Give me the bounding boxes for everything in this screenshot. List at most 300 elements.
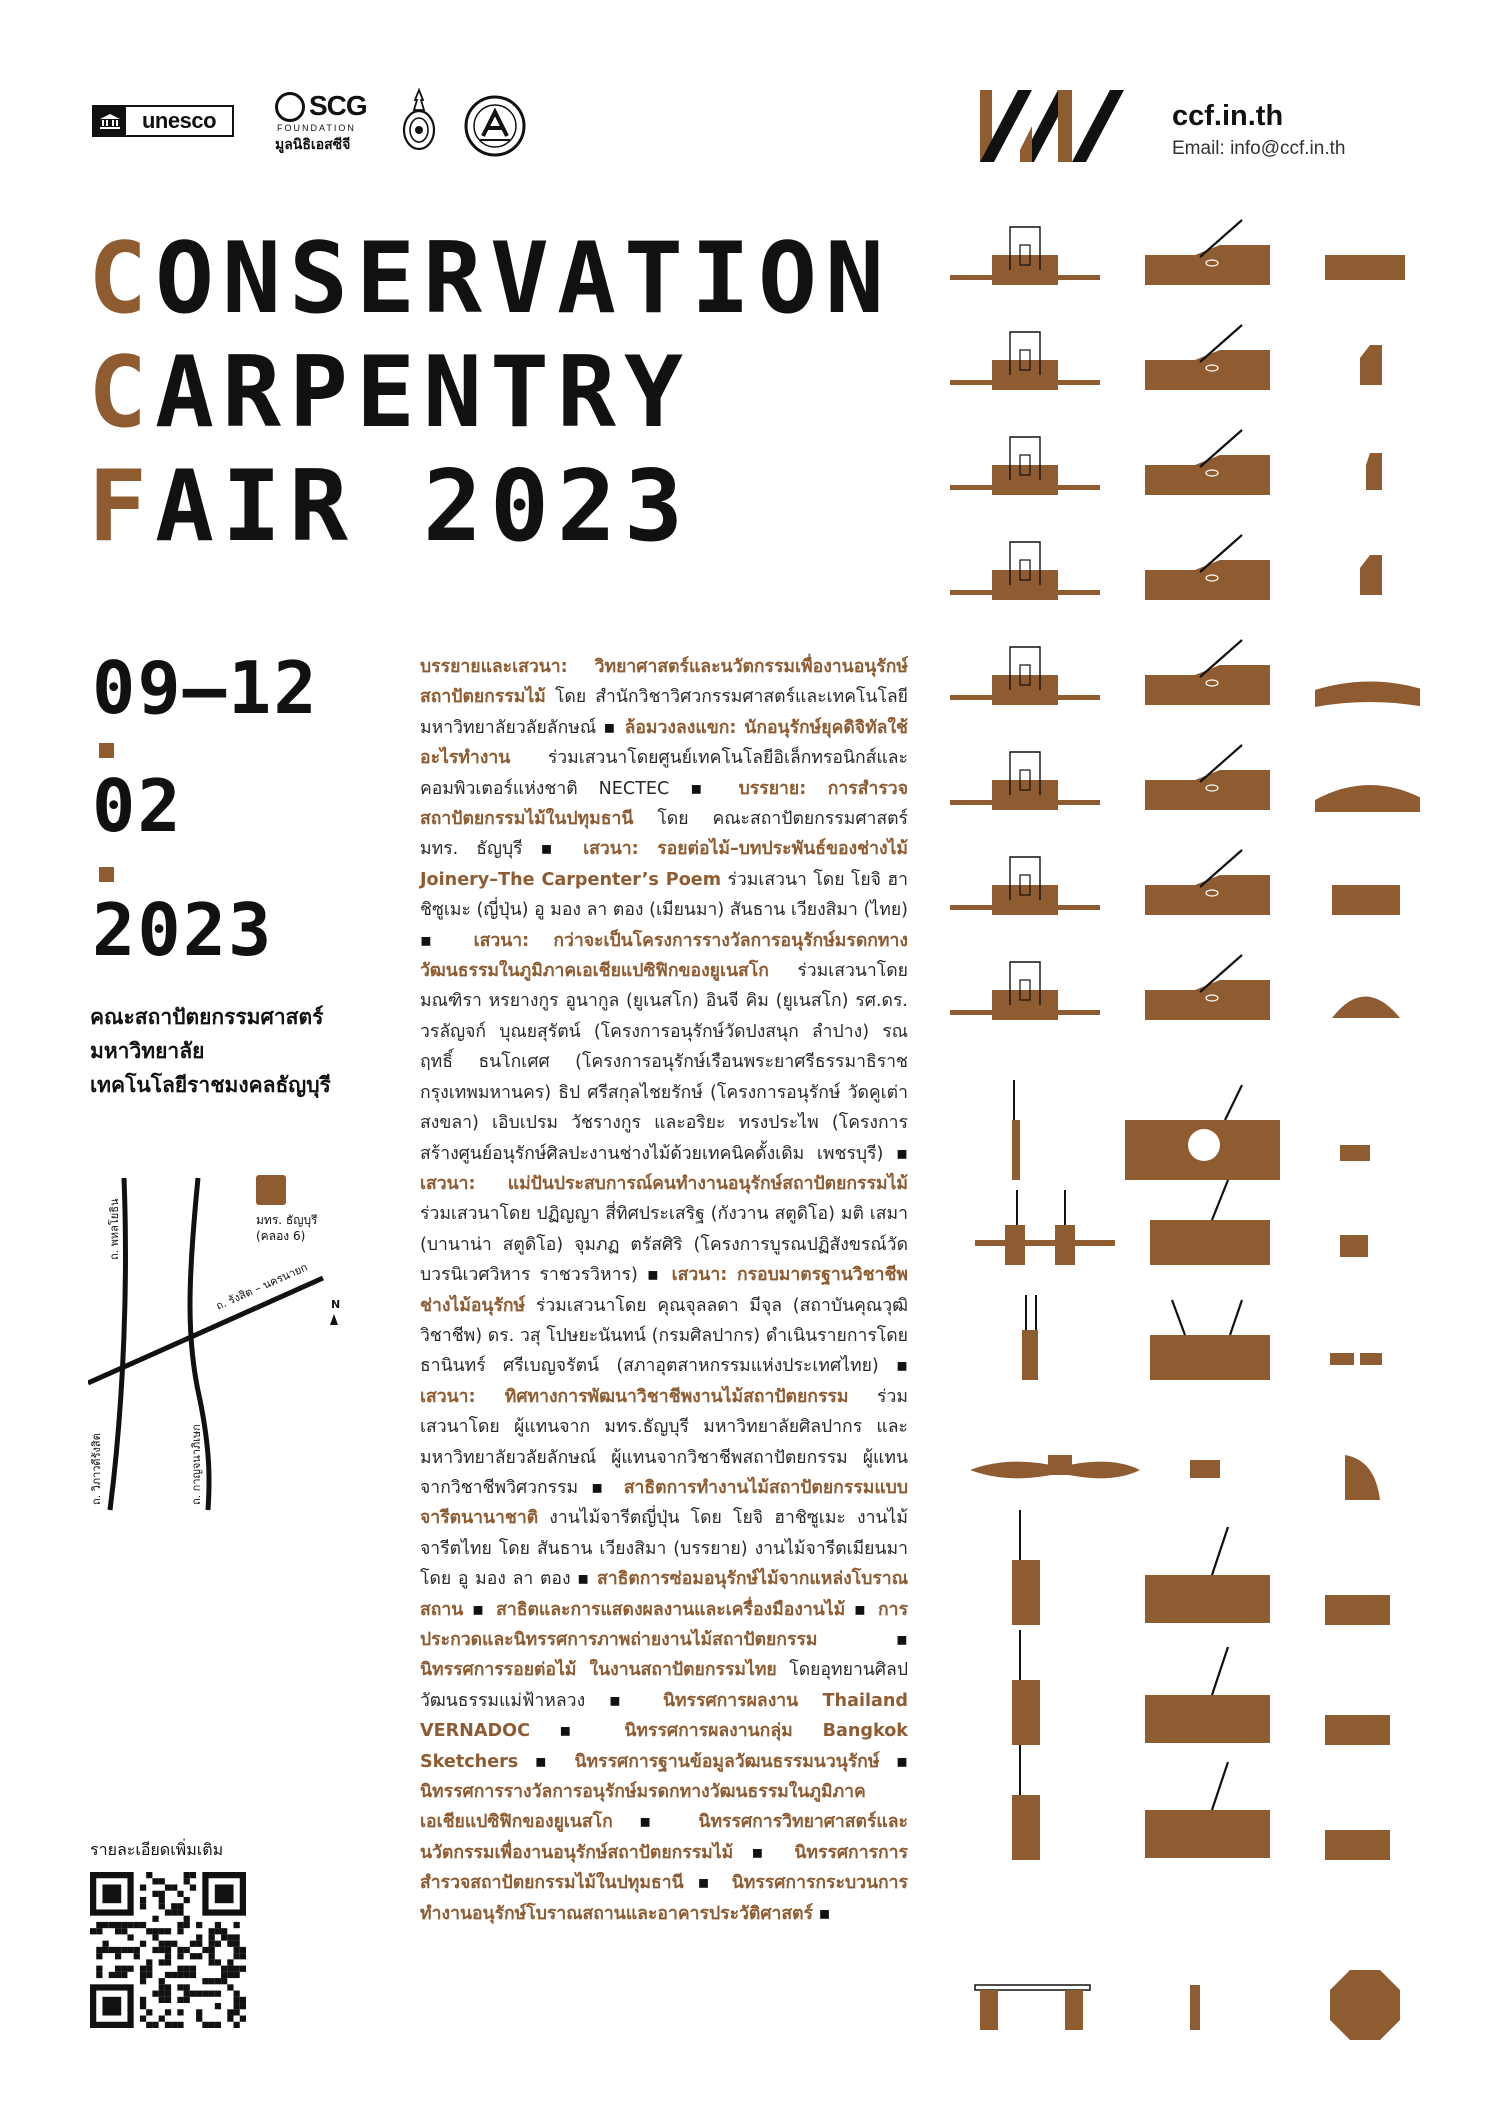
qr-module <box>140 2003 146 2009</box>
road-label-phahon: ถ. พหลโยธิน <box>108 1198 121 1260</box>
qr-module <box>234 1941 240 1947</box>
chisel-tool <box>1212 1527 1228 1575</box>
qr-module <box>102 1947 108 1953</box>
small-piece <box>1360 1353 1382 1365</box>
program-separator-icon: ▪ <box>612 1812 699 1833</box>
beam-block <box>1150 1220 1270 1265</box>
program-item-title: นิทรรศการกระบวนการทำงานอนุรักษ์โบราณสถานและอาคารประวัติศาสตร์ <box>420 1873 908 1924</box>
qr-module <box>177 1984 183 1990</box>
joint-piece <box>1366 453 1382 490</box>
beam-block <box>1145 1575 1270 1623</box>
qr-module <box>121 1922 127 1928</box>
qr-module <box>209 1978 215 1984</box>
program-separator-icon: ▪ <box>883 1143 908 1164</box>
qr-module <box>177 1891 183 1897</box>
program-item-title: บรรยายและเสวนา: วิทยาศาสตร์และนวัตกรรมเพื่องานอนุรักษ์สถาปัตยกรรมไม้ <box>420 657 908 708</box>
qr-module <box>209 1928 215 1934</box>
qr-module <box>171 1884 177 1890</box>
qr-module <box>234 2003 240 2009</box>
qr-module <box>165 1941 171 1947</box>
qr-module <box>171 1972 177 1978</box>
qr-module <box>209 1941 215 1947</box>
qr-module <box>146 1959 152 1965</box>
octagon-piece <box>1330 1970 1400 2040</box>
qr-module <box>127 1947 133 1953</box>
qr-module <box>196 2016 202 2022</box>
chisel-tool <box>1225 1085 1242 1120</box>
qr-module <box>177 2009 183 2015</box>
more-details-label: รายละเอียดเพิ่มเติม <box>90 1840 224 1859</box>
qr-module <box>165 1947 171 1953</box>
qr-module <box>227 1972 233 1978</box>
qr-module <box>209 1991 215 1997</box>
qr-module <box>240 2003 246 2009</box>
program-item-title: นิทรรศการวิทยาศาสตร์และนวัตกรรมเพื่องานอนุรักษ์สถาปัตยกรรมไม้ <box>420 1812 908 1863</box>
qr-module <box>240 1966 246 1972</box>
qr-module <box>146 2009 152 2015</box>
qr-module <box>96 1966 102 1972</box>
beam-block <box>1145 1810 1270 1858</box>
program-separator-icon: ▪ <box>522 839 584 860</box>
program-item-title: เสวนา: กรอบมาตรฐานวิชาชีพช่างไม้อนุรักษ์ <box>420 1265 908 1316</box>
program-item-detail: โดย คณะสถาปัตยกรรมศาสตร์ มทร. ธัญบุรี <box>420 809 908 860</box>
qr-module <box>227 1984 233 1990</box>
joint-piece <box>1315 785 1420 812</box>
qr-module <box>96 1928 102 1934</box>
beam-block <box>1150 1335 1270 1380</box>
qr-module <box>196 1991 202 1997</box>
chisel-tool <box>1212 1180 1228 1220</box>
qr-module <box>146 1872 152 1878</box>
qr-module <box>177 1972 183 1978</box>
joint-block <box>992 675 1058 705</box>
qr-module <box>190 1884 196 1890</box>
qr-module <box>177 1966 183 1972</box>
qr-module <box>221 1928 227 1934</box>
joint-piece <box>1325 1595 1390 1625</box>
program-item-title: ล้อมวงลงแขก: นักอนุรักษ์ยุคดิจิทัลใช้อะไรทำงาน <box>420 717 908 769</box>
qr-module <box>184 1991 190 1997</box>
chisel-tool <box>1212 1647 1228 1695</box>
program-item-title: นิทรรศการการสำรวจสถาปัตยกรรมไม้ในปทุมธานี <box>420 1842 908 1894</box>
qr-module <box>234 1997 240 2003</box>
qr-module <box>184 1872 190 1878</box>
qr-module <box>165 1991 171 1997</box>
post-piece <box>1012 1680 1040 1745</box>
qr-module <box>127 1966 133 1972</box>
qr-module <box>152 1947 158 1953</box>
qr-module <box>215 1941 221 1947</box>
qr-module <box>177 1922 183 1928</box>
date-separator-dot <box>99 867 114 882</box>
host-faculty: คณะสถาปัตยกรรมศาสตร์ มหาวิทยาลัย เทคโนโลยีราชมงคลธัญบุรี <box>90 1005 331 1097</box>
qr-module <box>140 1922 146 1928</box>
qr-module <box>234 1922 240 1928</box>
qr-module <box>121 1972 127 1978</box>
qr-module <box>159 1928 165 1934</box>
joint-block <box>992 570 1058 600</box>
quarter-piece <box>1345 1455 1380 1500</box>
qr-module <box>227 1959 233 1965</box>
qr-module <box>227 1941 233 1947</box>
qr-module <box>234 1991 240 1997</box>
qr-module <box>165 1984 171 1990</box>
qr-module <box>177 1947 183 1953</box>
qr-module <box>115 1947 121 1953</box>
post-piece <box>1055 1225 1075 1265</box>
qr-module <box>215 1991 221 1997</box>
qr-module <box>165 2009 171 2015</box>
qr-module <box>96 1947 102 1953</box>
scg-foundation-label: FOUNDATION <box>277 123 356 133</box>
event-title <box>88 222 892 564</box>
program-separator-icon: ▪ <box>817 1630 908 1650</box>
qr-module <box>140 1897 146 1903</box>
qr-module <box>109 1972 115 1978</box>
unesco-logo <box>92 105 234 137</box>
qr-module <box>215 1928 221 1934</box>
peg-piece <box>1190 1985 1200 2030</box>
qr-module <box>190 1972 196 1978</box>
place-sub: (คลอง 6) <box>256 1229 306 1243</box>
qr-module <box>140 1966 146 1972</box>
program-separator-icon: ▪ <box>570 1569 597 1590</box>
program-item-title: นิทรรศการรางวัลการอนุรักษ์มรดกทางวัฒนธรรมในภูมิภาคเอเชียแปซิฟิกของยูเนสโก <box>420 1782 866 1833</box>
program-text <box>420 652 908 1929</box>
qr-module <box>115 1953 121 1959</box>
qr-module <box>234 2009 240 2015</box>
joint-block <box>992 255 1058 285</box>
joint-block <box>992 360 1058 390</box>
qr-module <box>202 2022 208 2028</box>
program-item-detail: ร่วมเสวนาโดย คุณจุลลดา มีจุล (สถาบันคุณวุฒิวิชาชีพ) ดร. วสุ โปษยะนันทน์ (กรมศิลปากร) ดำเนินรายการโดย ธานินทร์ ศรีเบญจรัตน์ (สภาอุตสาหกรรมแห่งประเทศไทย) <box>420 1295 908 1377</box>
joint-block <box>992 465 1058 495</box>
joint-block <box>992 885 1058 915</box>
qr-module <box>177 1903 183 1909</box>
program-separator-icon: ▪ <box>812 1903 831 1924</box>
joint-piece <box>1325 1715 1390 1745</box>
title-line-1: CONSERVATION <box>88 222 893 336</box>
program-item-title: นิทรรศการฐานข้อมูลวัฒนธรรมนวนุรักษ์ <box>574 1751 880 1772</box>
qr-module <box>227 2009 233 2015</box>
program-item-detail: ร่วมเสวนาโดยศูนย์เทคโนโลยีอิเล็กทรอนิกส์และคอมพิวเตอร์แห่งชาติ NECTEC <box>420 748 908 799</box>
program-separator-icon: ▪ <box>463 1599 497 1620</box>
qr-module <box>209 2022 215 2028</box>
program-separator-icon: ▪ <box>596 717 625 738</box>
post-piece <box>1005 1225 1025 1265</box>
title-line-3: FAIR 2023 <box>88 450 692 564</box>
qr-module <box>202 1947 208 1953</box>
qr-module <box>165 1884 171 1890</box>
qr-module <box>202 1978 208 1984</box>
qr-module <box>190 1991 196 1997</box>
qr-module <box>171 1941 177 1947</box>
joint-cutout <box>1188 1129 1220 1161</box>
qr-module <box>152 1891 158 1897</box>
post-piece <box>1012 1120 1020 1180</box>
qr-module <box>184 1897 190 1903</box>
program-item-detail: โดย สำนักวิชาวิศวกรรมศาสตร์และเทคโนโลยี มหาวิทยาลัยวลัยลักษณ์ <box>420 687 908 738</box>
qr-module <box>234 1934 240 1940</box>
qr-module <box>140 1972 146 1978</box>
qr-module <box>184 1922 190 1928</box>
qr-module <box>190 1941 196 1947</box>
road-label-rangsit: ถ. รังสิต – นครนายก <box>213 1260 310 1313</box>
post-piece <box>1012 1795 1040 1860</box>
qr-module <box>196 1953 202 1959</box>
program-item-title: นิทรรศการรอยต่อไม้ ในงานสถาปัตยกรรมไทย <box>420 1660 777 1681</box>
qr-module <box>234 1972 240 1978</box>
qr-module <box>127 1922 133 1928</box>
qr-code[interactable] <box>90 1872 246 2028</box>
qr-module <box>184 1878 190 1884</box>
post-tenon <box>1017 1190 1065 1225</box>
joint-piece <box>1360 345 1382 385</box>
qr-module <box>96 1922 102 1928</box>
program-item-title: เสวนา: แม่ปันประสบการณ์คนทำงานอนุรักษ์สถาปัตยกรรมไม้ <box>420 1173 908 1194</box>
program-item-title: บรรยาย: การสำรวจสถาปัตยกรรมไม้ในปทุมธานี <box>420 778 908 830</box>
date-separator-dot <box>99 743 114 758</box>
qr-module <box>171 1909 177 1915</box>
qr-module <box>165 2022 171 2028</box>
contact-email[interactable]: Email: info@ccf.in.th <box>1172 138 1346 159</box>
qr-module <box>234 1966 240 1972</box>
post-piece <box>1012 1560 1040 1625</box>
unesco-label: unesco <box>141 108 217 133</box>
qr-module <box>140 2016 146 2022</box>
program-item-detail: ร่วมเสวนาโดย ปฏิญญา สี่ทิศประเสริฐ (กังวาน สตูดิโอ) มติ เสมา (บานาน่า สตูดิโอ) จุมภฏ ตรัสศิริ (โครงการบูรณปฏิสังขรณ์วัดบวรนิเวศวิหาร ราชวรวิหาร) <box>420 1204 908 1286</box>
qr-module <box>159 1878 165 1884</box>
joint-block <box>992 780 1058 810</box>
north-arrow-icon <box>330 1314 338 1325</box>
qr-module <box>165 1953 171 1959</box>
qr-module <box>190 1872 196 1878</box>
qr-module <box>215 1959 221 1965</box>
program-separator-icon: ▪ <box>530 1721 625 1742</box>
qr-module <box>115 1922 121 1928</box>
tie-center <box>1048 1455 1072 1475</box>
qr-module <box>159 1941 165 1947</box>
qr-module <box>227 2016 233 2022</box>
qr-module <box>159 1991 165 1997</box>
qr-module <box>115 1928 121 1934</box>
program-item-title: นิทรรศการผลงานกลุ่ม Bangkok Sketchers <box>420 1721 909 1772</box>
program-separator-icon: ▪ <box>585 1690 663 1711</box>
roller-piece <box>980 1990 998 2030</box>
qr-module <box>140 1941 146 1947</box>
qr-module <box>159 1897 165 1903</box>
qr-module <box>90 1928 96 1934</box>
program-item-detail: โดยอุทยานศิลปวัฒนธรรมแม่ฟ้าหลวง <box>420 1660 908 1711</box>
program-item-detail: ร่วมเสวนาโดย ผู้แทนจาก มทร.ธัญบุรี มหาวิทยาลัยศิลปากร และมหาวิทยาลัยวลัยลักษณ์ ผู้แทนจากวิชาชีพสถาปัตยกรรม ผู้แทนจากวิชาชีพวิศวกรรม <box>420 1386 908 1498</box>
qr-module <box>177 1909 183 1915</box>
qr-module <box>215 1922 221 1928</box>
qr-finder <box>215 1884 234 1903</box>
qr-module <box>165 1909 171 1915</box>
qr-module <box>240 1947 246 1953</box>
program-separator-icon: ▪ <box>578 1477 624 1498</box>
scg-thai-label: มูลนิธิเอสซีจี <box>275 137 351 153</box>
program-separator-icon: ▪ <box>669 778 739 799</box>
joint-piece <box>1325 1830 1390 1860</box>
program-separator-icon: ▪ <box>879 1751 908 1772</box>
qr-module <box>190 1966 196 1972</box>
qr-module <box>152 2022 158 2028</box>
road-label-wipha: ถ. วิภาวดีรังสิต <box>90 1433 103 1505</box>
qr-module <box>152 1991 158 1997</box>
qr-module <box>184 1966 190 1972</box>
qr-module <box>134 1953 140 1959</box>
qr-finder <box>102 1997 121 2016</box>
qr-module <box>159 1978 165 1984</box>
program-separator-icon: ▪ <box>420 930 474 951</box>
program-item-title: เสวนา: กว่าจะเป็นโครงการรางวัลการอนุรักษ์มรดกทางวัฒนธรรมในภูมิภาคเอเชียแปซิฟิกของยูเนสโก <box>420 930 908 982</box>
qr-module <box>177 1953 183 1959</box>
qr-module <box>159 1891 165 1897</box>
program-separator-icon: ▪ <box>733 1842 795 1863</box>
beam-block <box>1145 1695 1270 1743</box>
unesco-temple-icon <box>94 107 126 135</box>
qr-module <box>177 1997 183 2003</box>
qr-module <box>96 1953 102 1959</box>
qr-module <box>209 1934 215 1940</box>
joint-piece <box>1332 997 1400 1019</box>
qr-module <box>240 1953 246 1959</box>
qr-module <box>146 1966 152 1972</box>
title-line-2: CARPENTRY <box>88 336 692 450</box>
scg-ring-icon <box>275 92 305 122</box>
program-item-title: สาธิตการซ่อมอนุรักษ์ไม้จากแหล่งโบราณสถาน <box>420 1569 909 1620</box>
qr-module <box>209 1947 215 1953</box>
qr-module <box>196 2009 202 2015</box>
qr-module <box>240 1997 246 2003</box>
qr-module <box>121 1947 127 1953</box>
qr-module <box>184 1947 190 1953</box>
qr-module <box>196 1941 202 1947</box>
qr-module <box>159 1997 165 2003</box>
joint-piece <box>1315 682 1420 708</box>
site-url[interactable]: ccf.in.th <box>1172 100 1284 132</box>
program-item-detail: ร่วมเสวนาโดย มณฑิรา หรยางกูร อูนากูล (ยูเนสโก) อินจี คิม (ยูเนสโก) รศ.ดร. วรลัญจก์ บุณยสุรัตน์ (โครงการอนุรักษ์วัดปงสนุก ลำปาง) รณฤทธิ์ ธนโกเศศ (โครงการอนุรักษ์เรือนพระยาศรีธรรมาธิราช กรุงเทพมหานคร) ธิป ศรีสกุลไชยรักษ์ (โครงการอนุรักษ์ วัดคูเต่า สงขลา) เอิบเปรม วัชรางกูร และอริยะ ทรงประไพ (โครงการสร้างศูนย์อนุรักษ์ศิลปะงานช่างไม้ด้วยเทคนิคดั้งเดิม เพชรบุรี) <box>420 961 908 1164</box>
ccf-brand-logo <box>980 90 1130 162</box>
joint-piece <box>1325 255 1405 280</box>
qr-module <box>184 1997 190 2003</box>
joint-block <box>992 990 1058 1020</box>
qr-module <box>127 1934 133 1940</box>
qr-module <box>215 2022 221 2028</box>
qr-module <box>159 2016 165 2022</box>
qr-module <box>165 1959 171 1965</box>
qr-module <box>140 1884 146 1890</box>
qr-module <box>140 1903 146 1909</box>
qr-module <box>227 1934 233 1940</box>
scg-name: SCG <box>309 90 367 121</box>
qr-module <box>159 1903 165 1909</box>
qr-module <box>221 1966 227 1972</box>
qr-module <box>190 1953 196 1959</box>
qr-module <box>152 1934 158 1940</box>
post-piece <box>1022 1330 1038 1380</box>
faculty-seal-icon <box>464 95 526 157</box>
qr-module <box>171 1903 177 1909</box>
qr-module <box>140 1978 146 1984</box>
qr-module <box>234 1947 240 1953</box>
north-label: N <box>331 1298 341 1311</box>
qr-module <box>215 1978 221 1984</box>
program-separator-icon: ▪ <box>878 1356 908 1377</box>
qr-module <box>215 2003 221 2009</box>
qr-module <box>146 1928 152 1934</box>
chisel-tool <box>1172 1300 1242 1335</box>
qr-module <box>177 2022 183 2028</box>
university-seal-icon <box>402 88 436 152</box>
carpentry-illustrations <box>950 215 1420 2045</box>
event-days: 09—12 <box>92 646 319 730</box>
qr-module <box>165 1972 171 1978</box>
qr-module <box>221 1934 227 1940</box>
qr-module <box>171 2022 177 2028</box>
qr-module <box>140 1997 146 2003</box>
qr-module <box>227 1966 233 1972</box>
qr-module <box>165 1928 171 1934</box>
qr-module <box>177 1928 183 1934</box>
qr-module <box>121 1928 127 1934</box>
qr-module <box>184 1984 190 1990</box>
program-item-detail: งานไม้จารีตญี่ปุ่น โดย โยจิ ฮาชิซูเมะ งานไม้จารีตไทย โดย สันธาน เวียงสิมา (บรรยาย) งานไม้จารีตเมียนมา โดย อู มอง ลา ตอง <box>420 1508 908 1590</box>
roller-piece <box>1065 1990 1083 2030</box>
beam-rail <box>975 1240 1115 1246</box>
qr-module <box>134 1947 140 1953</box>
qr-module <box>152 1916 158 1922</box>
program-separator-icon: ▪ <box>637 1265 672 1286</box>
qr-module <box>159 1947 165 1953</box>
qr-module <box>196 1934 202 1940</box>
small-piece <box>1190 1460 1220 1478</box>
joint-piece <box>1360 555 1382 595</box>
post-tenon <box>1026 1295 1036 1330</box>
program-separator-icon: ▪ <box>518 1751 575 1772</box>
qr-module <box>115 1972 121 1978</box>
small-piece <box>1330 1353 1354 1365</box>
program-item-title: นิทรรศการผลงาน Thailand VERNADOC <box>420 1690 908 1742</box>
qr-module <box>146 1972 152 1978</box>
qr-module <box>152 1928 158 1934</box>
program-item-title: เสวนา: รอยต่อไม้–บทประพันธ์ของช่างไม้ Joinery–The Carpenter’s Poem <box>420 839 908 890</box>
qr-module <box>221 1978 227 1984</box>
qr-module <box>202 1991 208 1997</box>
chisel-tool <box>1212 1762 1228 1810</box>
qr-finder <box>102 1884 121 1903</box>
qr-module <box>146 2022 152 2028</box>
qr-module <box>165 1997 171 2003</box>
joint-piece <box>1332 885 1400 915</box>
qr-module <box>109 1947 115 1953</box>
qr-module <box>184 1916 190 1922</box>
program-item-title: การประกวดและนิทรรศการภาพถ่ายงานไม้สถาปัตยกรรม <box>420 1599 909 1650</box>
place-name: มทร. ธัญบุรี <box>256 1213 318 1227</box>
program-separator-icon: ▪ <box>845 1599 879 1620</box>
scg-foundation-logo <box>275 90 370 153</box>
qr-module <box>221 1972 227 1978</box>
qr-module <box>209 1953 215 1959</box>
handle-bar <box>975 1985 1090 1990</box>
program-item-title: สาธิตและการแสดงผลงานและเครื่องมืองานไม้ <box>496 1599 846 1620</box>
qr-module <box>234 2022 240 2028</box>
qr-module <box>134 1922 140 1928</box>
program-item-title: สาธิตการทำงานไม้สถาปัตยกรรมแบบจารีตนานาชาติ <box>420 1477 908 1529</box>
small-piece <box>1340 1145 1370 1161</box>
qr-module <box>109 1922 115 1928</box>
